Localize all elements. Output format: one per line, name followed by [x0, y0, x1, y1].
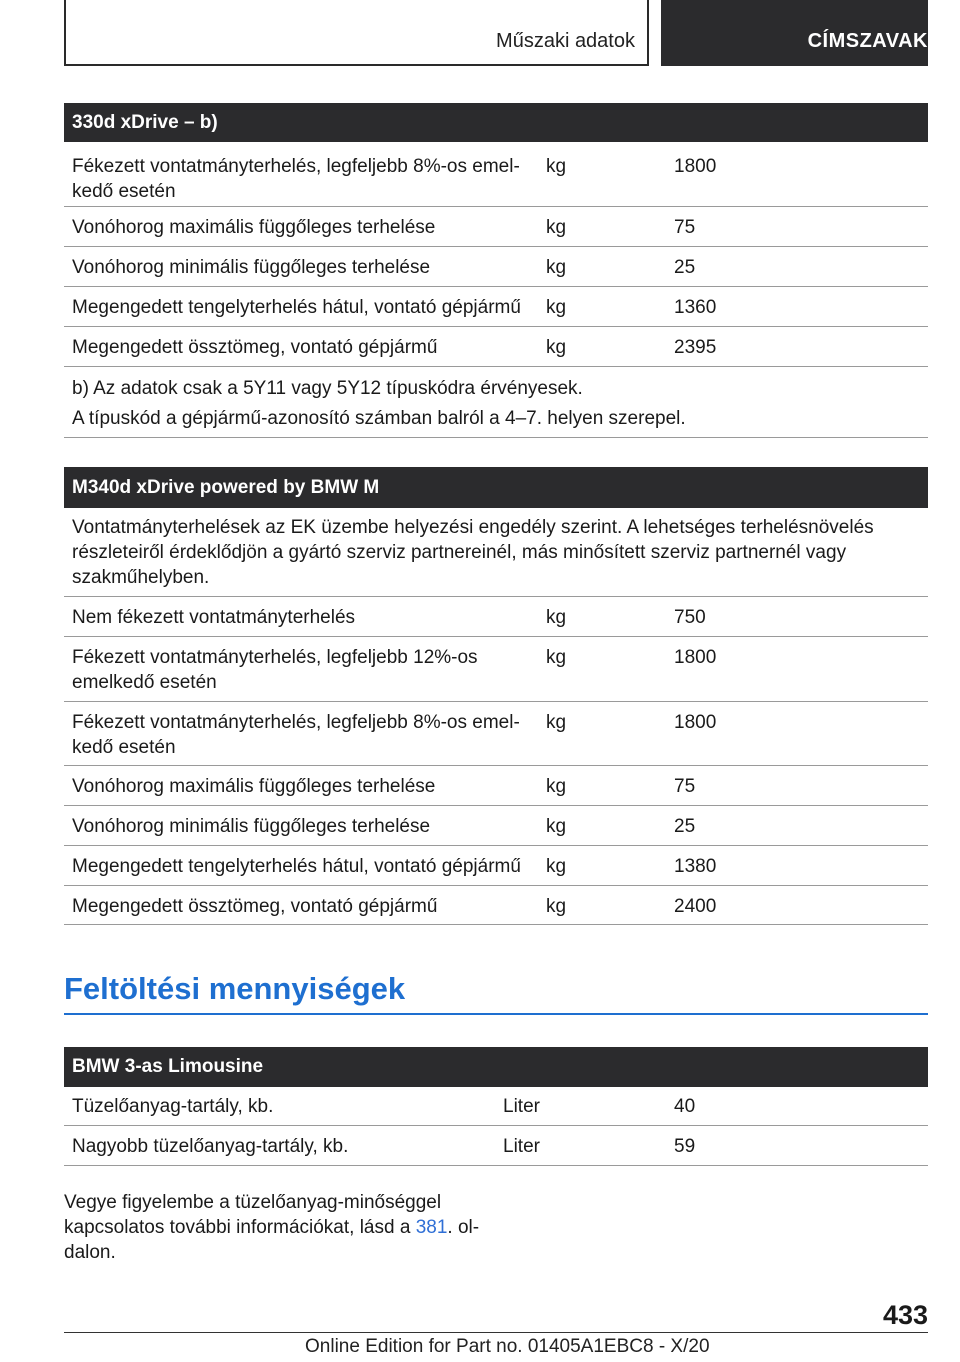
row-label: Fékezett vontatmányterhelés, legfeljebb 8%-os emelkedő esetén — [72, 712, 520, 758]
table-row — [64, 637, 928, 702]
row-label: Fékezett vontatmányterhelés, legfeljebb 8%-os emelkedő esetén — [72, 156, 520, 202]
row-label: Fékezett vontatmányterhelés, legfeljebb 12%-os emelkedő esetén — [72, 647, 478, 693]
row-label: Vonóhorog maximális függőleges terhelése — [72, 776, 436, 797]
footnote-line-2: A típuskód a gépjármű-azonosító számban balról a 4–7. helyen szerepel. — [72, 408, 686, 429]
row-unit: kg — [546, 607, 567, 628]
footer-divider — [64, 1332, 928, 1333]
row-value: 750 — [674, 607, 706, 628]
row-unit: Liter — [503, 1136, 540, 1157]
row-label: Vonóhorog minimális függőleges terhelése — [72, 816, 431, 837]
table-limousine — [64, 1047, 928, 1166]
table-row — [64, 597, 928, 637]
note-text-after: . oldalon. — [64, 1217, 480, 1263]
row-unit: Liter — [503, 1096, 540, 1117]
section-tab[interactable] — [64, 0, 649, 66]
row-unit: kg — [546, 337, 567, 358]
table-m340d — [64, 467, 928, 925]
row-label: Nem fékezett vontatmányterhelés — [72, 607, 356, 628]
table-row — [64, 1126, 928, 1166]
table-title: 330d xDrive – b) — [64, 103, 928, 142]
row-label: Vonóhorog maximális függőleges terhelése — [72, 217, 436, 238]
row-unit: kg — [546, 776, 567, 797]
table-row — [64, 806, 928, 846]
table-row — [64, 846, 928, 886]
row-label: Megengedett tengelyterhelés hátul, vontató gépjármű — [72, 297, 521, 318]
row-label: Megengedett tengelyterhelés hátul, vontató gépjármű — [72, 856, 521, 877]
row-label: Vonóhorog minimális függőleges terhelése — [72, 257, 431, 278]
fuel-quality-note — [64, 1190, 484, 1265]
table-330d — [64, 103, 928, 438]
row-value: 75 — [674, 776, 696, 797]
section-heading-text: Feltöltési mennyiségek — [64, 971, 406, 1006]
table-row — [64, 247, 928, 287]
table-row — [64, 766, 928, 806]
row-label: Megengedett össztömeg, vontató gépjármű — [72, 337, 438, 358]
row-value: 1380 — [674, 856, 717, 877]
index-tab-label: CÍMSZAVAK — [807, 30, 928, 52]
row-label: Tüzelőanyag-tartály, kb. — [72, 1096, 274, 1117]
table-row — [64, 327, 928, 367]
row-label: Megengedett össztömeg, vontató gépjármű — [72, 896, 438, 917]
row-unit: kg — [546, 156, 567, 177]
table-intro: Vontatmányterhelések az EK üzembe helyezési engedély szerint. A lehetséges terhelésnövelés részleteiről érdeklődjön a gyártó szerviz partnereinél, más minősített szerviz partnernél vagy szakműhelyben. — [64, 508, 928, 597]
row-unit: kg — [546, 896, 567, 917]
row-unit: kg — [546, 647, 567, 668]
row-label: Nagyobb tüzelőanyag-tartály, kb. — [72, 1136, 349, 1157]
row-unit: kg — [546, 856, 567, 877]
row-unit: kg — [546, 297, 567, 318]
row-unit: kg — [546, 816, 567, 837]
footer-text: Online Edition for Part no. 01405A1EBC8 - X/20 — [305, 1336, 710, 1357]
page-reference-link[interactable]: 381 — [415, 1217, 448, 1238]
index-tab[interactable] — [661, 0, 928, 66]
note-text-before: Vegye figyelembe a tüzelőanyag-minőséggel kapcsolatos további információkat, lásd a — [64, 1192, 442, 1238]
row-value: 75 — [674, 217, 696, 238]
row-unit: kg — [546, 257, 567, 278]
section-heading — [64, 967, 928, 1015]
table-row — [64, 886, 928, 925]
section-tab-label: Műszaki adatok — [496, 30, 635, 52]
row-value: 1800 — [674, 647, 717, 668]
table-row — [64, 702, 928, 766]
table-row — [64, 287, 928, 327]
table-footnote — [64, 367, 928, 438]
row-value: 59 — [674, 1136, 696, 1157]
row-value: 1800 — [674, 156, 717, 177]
table-title: M340d xDrive powered by BMW M — [64, 467, 928, 508]
table-row — [64, 1087, 928, 1126]
row-value: 1360 — [674, 297, 717, 318]
row-value: 25 — [674, 257, 696, 278]
row-value: 25 — [674, 816, 696, 837]
row-unit: kg — [546, 217, 567, 238]
page-number: 433 — [882, 1300, 928, 1330]
row-value: 1800 — [674, 712, 717, 733]
page-header — [64, 0, 928, 66]
row-value: 2400 — [674, 896, 717, 917]
row-unit: kg — [546, 712, 567, 733]
footnote-line-1: b) Az adatok csak a 5Y11 vagy 5Y12 típuskódra érvényesek. — [72, 378, 583, 399]
row-value: 40 — [674, 1096, 696, 1117]
table-title: BMW 3-as Limousine — [64, 1047, 928, 1087]
table-row — [64, 207, 928, 247]
row-value: 2395 — [674, 337, 717, 358]
table-row — [64, 142, 928, 207]
